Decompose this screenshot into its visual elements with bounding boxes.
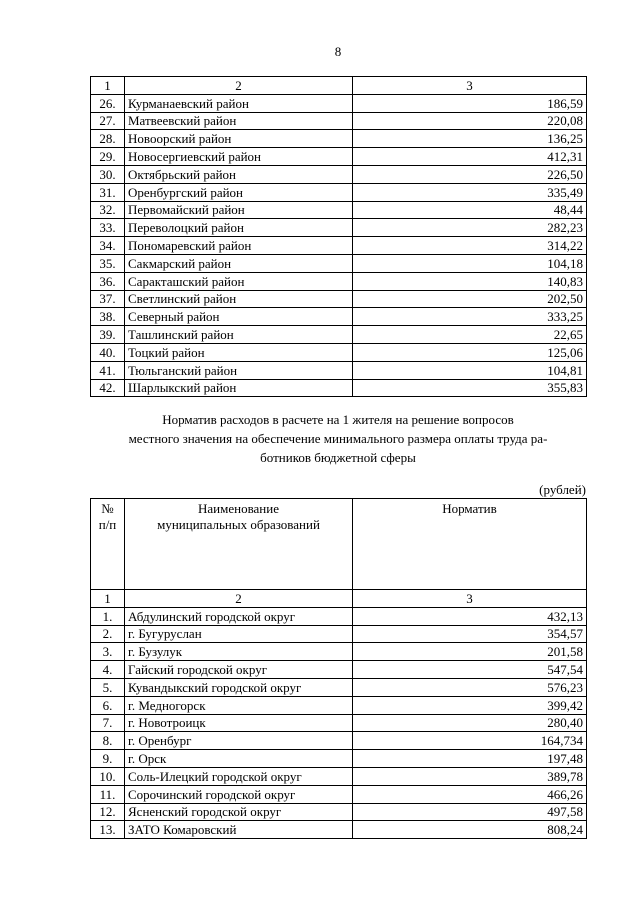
- row-value: 280,40: [353, 714, 587, 732]
- row-name: г. Новотроицк: [125, 714, 353, 732]
- table-row: [91, 94, 587, 112]
- row-number: 6.: [91, 696, 125, 714]
- row-value: 355,83: [353, 379, 587, 397]
- caption-line-3: ботников бюджетной сферы: [260, 450, 416, 465]
- column-number-2: 2: [125, 77, 353, 95]
- table-row: [91, 625, 587, 643]
- row-name: Абдулинский городской округ: [125, 607, 353, 625]
- row-name: Тюльганский район: [125, 361, 353, 379]
- table-row: [91, 183, 587, 201]
- row-value: 164,734: [353, 732, 587, 750]
- column-number-1: 1: [91, 590, 125, 608]
- table-row: [91, 678, 587, 696]
- row-value: 432,13: [353, 607, 587, 625]
- row-name: ЗАТО Комаровский: [125, 821, 353, 839]
- column-number-row: [91, 77, 587, 95]
- row-number: 13.: [91, 821, 125, 839]
- row-name: Оренбургский район: [125, 183, 353, 201]
- row-name: Шарлыкский район: [125, 379, 353, 397]
- row-number: 1.: [91, 607, 125, 625]
- row-value: 202,50: [353, 290, 587, 308]
- row-name: Северный район: [125, 308, 353, 326]
- row-value: 808,24: [353, 821, 587, 839]
- table-row: [91, 607, 587, 625]
- row-number: 28.: [91, 130, 125, 148]
- page-number: 8: [334, 44, 342, 59]
- row-value: 197,48: [353, 750, 587, 768]
- table-header-row: [91, 499, 587, 590]
- row-number: 2.: [91, 625, 125, 643]
- table-row: [91, 785, 587, 803]
- row-value: 220,08: [353, 112, 587, 130]
- row-name: Гайский городской округ: [125, 661, 353, 679]
- row-number: 29.: [91, 148, 125, 166]
- municipal-norms-table: [90, 498, 587, 839]
- table-row: [91, 732, 587, 750]
- unit-label: (рублей): [539, 482, 586, 497]
- table-row: [91, 767, 587, 785]
- table-row: [91, 750, 587, 768]
- row-name: г. Бузулук: [125, 643, 353, 661]
- row-name: Сакмарский район: [125, 254, 353, 272]
- row-number: 9.: [91, 750, 125, 768]
- row-value: 201,58: [353, 643, 587, 661]
- table-row: [91, 201, 587, 219]
- row-number: 31.: [91, 183, 125, 201]
- table-row: [91, 254, 587, 272]
- row-name: г. Медногорск: [125, 696, 353, 714]
- column-number-3: 3: [353, 590, 587, 608]
- row-name: г. Бугуруслан: [125, 625, 353, 643]
- row-name: Новоорский район: [125, 130, 353, 148]
- row-name: г. Оренбург: [125, 732, 353, 750]
- row-number: 7.: [91, 714, 125, 732]
- row-name: Сорочинский городской округ: [125, 785, 353, 803]
- row-value: 335,49: [353, 183, 587, 201]
- row-value: 576,23: [353, 678, 587, 696]
- row-number: 35.: [91, 254, 125, 272]
- table-row: [91, 343, 587, 361]
- header-number: [91, 499, 125, 590]
- row-name: Саракташский район: [125, 272, 353, 290]
- row-number: 4.: [91, 661, 125, 679]
- table-row: [91, 714, 587, 732]
- row-number: 27.: [91, 112, 125, 130]
- row-name: Пономаревский район: [125, 237, 353, 255]
- column-number-row: [91, 590, 587, 608]
- table-row: [91, 326, 587, 344]
- row-number: 32.: [91, 201, 125, 219]
- row-value: 104,18: [353, 254, 587, 272]
- row-value: 22,65: [353, 326, 587, 344]
- table-row: [91, 130, 587, 148]
- row-name: Ташлинский район: [125, 326, 353, 344]
- table-row: [91, 308, 587, 326]
- row-name: Кувандыкский городской округ: [125, 678, 353, 696]
- row-number: 8.: [91, 732, 125, 750]
- table-row: [91, 696, 587, 714]
- table-row: [91, 148, 587, 166]
- table-row: [91, 272, 587, 290]
- table-row: [91, 379, 587, 397]
- row-value: 412,31: [353, 148, 587, 166]
- table-row: [91, 290, 587, 308]
- table-row: [91, 643, 587, 661]
- row-number: 40.: [91, 343, 125, 361]
- row-value: 466,26: [353, 785, 587, 803]
- row-value: 497,58: [353, 803, 587, 821]
- row-name: Тоцкий район: [125, 343, 353, 361]
- row-number: 10.: [91, 767, 125, 785]
- row-value: 282,23: [353, 219, 587, 237]
- row-name: Курманаевский район: [125, 94, 353, 112]
- table-row: [91, 821, 587, 839]
- row-number: 33.: [91, 219, 125, 237]
- row-number: 42.: [91, 379, 125, 397]
- row-value: 125,06: [353, 343, 587, 361]
- row-name: Соль-Илецкий городской округ: [125, 767, 353, 785]
- column-number-1: 1: [91, 77, 125, 95]
- header-name-line-1: Наименование: [198, 501, 279, 516]
- row-name: г. Орск: [125, 750, 353, 768]
- row-value: 399,42: [353, 696, 587, 714]
- row-number: 41.: [91, 361, 125, 379]
- caption-line-1: Норматив расходов в расчете на 1 жителя на решение вопросов: [162, 412, 514, 427]
- row-number: 39.: [91, 326, 125, 344]
- row-number: 38.: [91, 308, 125, 326]
- table-row: [91, 803, 587, 821]
- column-number-2: 2: [125, 590, 353, 608]
- row-value: 226,50: [353, 165, 587, 183]
- table-row: [91, 165, 587, 183]
- table-row: [91, 361, 587, 379]
- row-value: 186,59: [353, 94, 587, 112]
- table-row: [91, 112, 587, 130]
- row-value: 389,78: [353, 767, 587, 785]
- row-name: Октябрьский район: [125, 165, 353, 183]
- caption-line-2: местного значения на обеспечение минимального размера оплаты труда ра-: [128, 431, 548, 446]
- row-number: 11.: [91, 785, 125, 803]
- header-name-line-2: муниципальных образований: [157, 517, 320, 532]
- column-number-3: 3: [353, 77, 587, 95]
- row-number: 5.: [91, 678, 125, 696]
- row-name: Первомайский район: [125, 201, 353, 219]
- row-value: 48,44: [353, 201, 587, 219]
- row-name: Новосергиевский район: [125, 148, 353, 166]
- row-number: 36.: [91, 272, 125, 290]
- row-value: 547,54: [353, 661, 587, 679]
- header-value: Норматив: [353, 499, 587, 590]
- row-value: 104,81: [353, 361, 587, 379]
- row-number: 12.: [91, 803, 125, 821]
- row-name: Переволоцкий район: [125, 219, 353, 237]
- row-value: 314,22: [353, 237, 587, 255]
- row-name: Ясненский городской округ: [125, 803, 353, 821]
- row-name: Матвеевский район: [125, 112, 353, 130]
- table-row: [91, 219, 587, 237]
- row-value: 140,83: [353, 272, 587, 290]
- row-number: 34.: [91, 237, 125, 255]
- row-value: 136,25: [353, 130, 587, 148]
- table-row: [91, 237, 587, 255]
- row-number: 26.: [91, 94, 125, 112]
- row-number: 37.: [91, 290, 125, 308]
- row-value: 333,25: [353, 308, 587, 326]
- table-row: [91, 661, 587, 679]
- district-norms-table: [90, 76, 587, 397]
- header-number-abbr: п/п: [98, 517, 117, 532]
- row-name: Светлинский район: [125, 290, 353, 308]
- section-caption: [90, 410, 586, 467]
- header-name: [125, 499, 353, 590]
- header-number-symbol: №: [101, 501, 114, 516]
- row-value: 354,57: [353, 625, 587, 643]
- row-number: 3.: [91, 643, 125, 661]
- row-number: 30.: [91, 165, 125, 183]
